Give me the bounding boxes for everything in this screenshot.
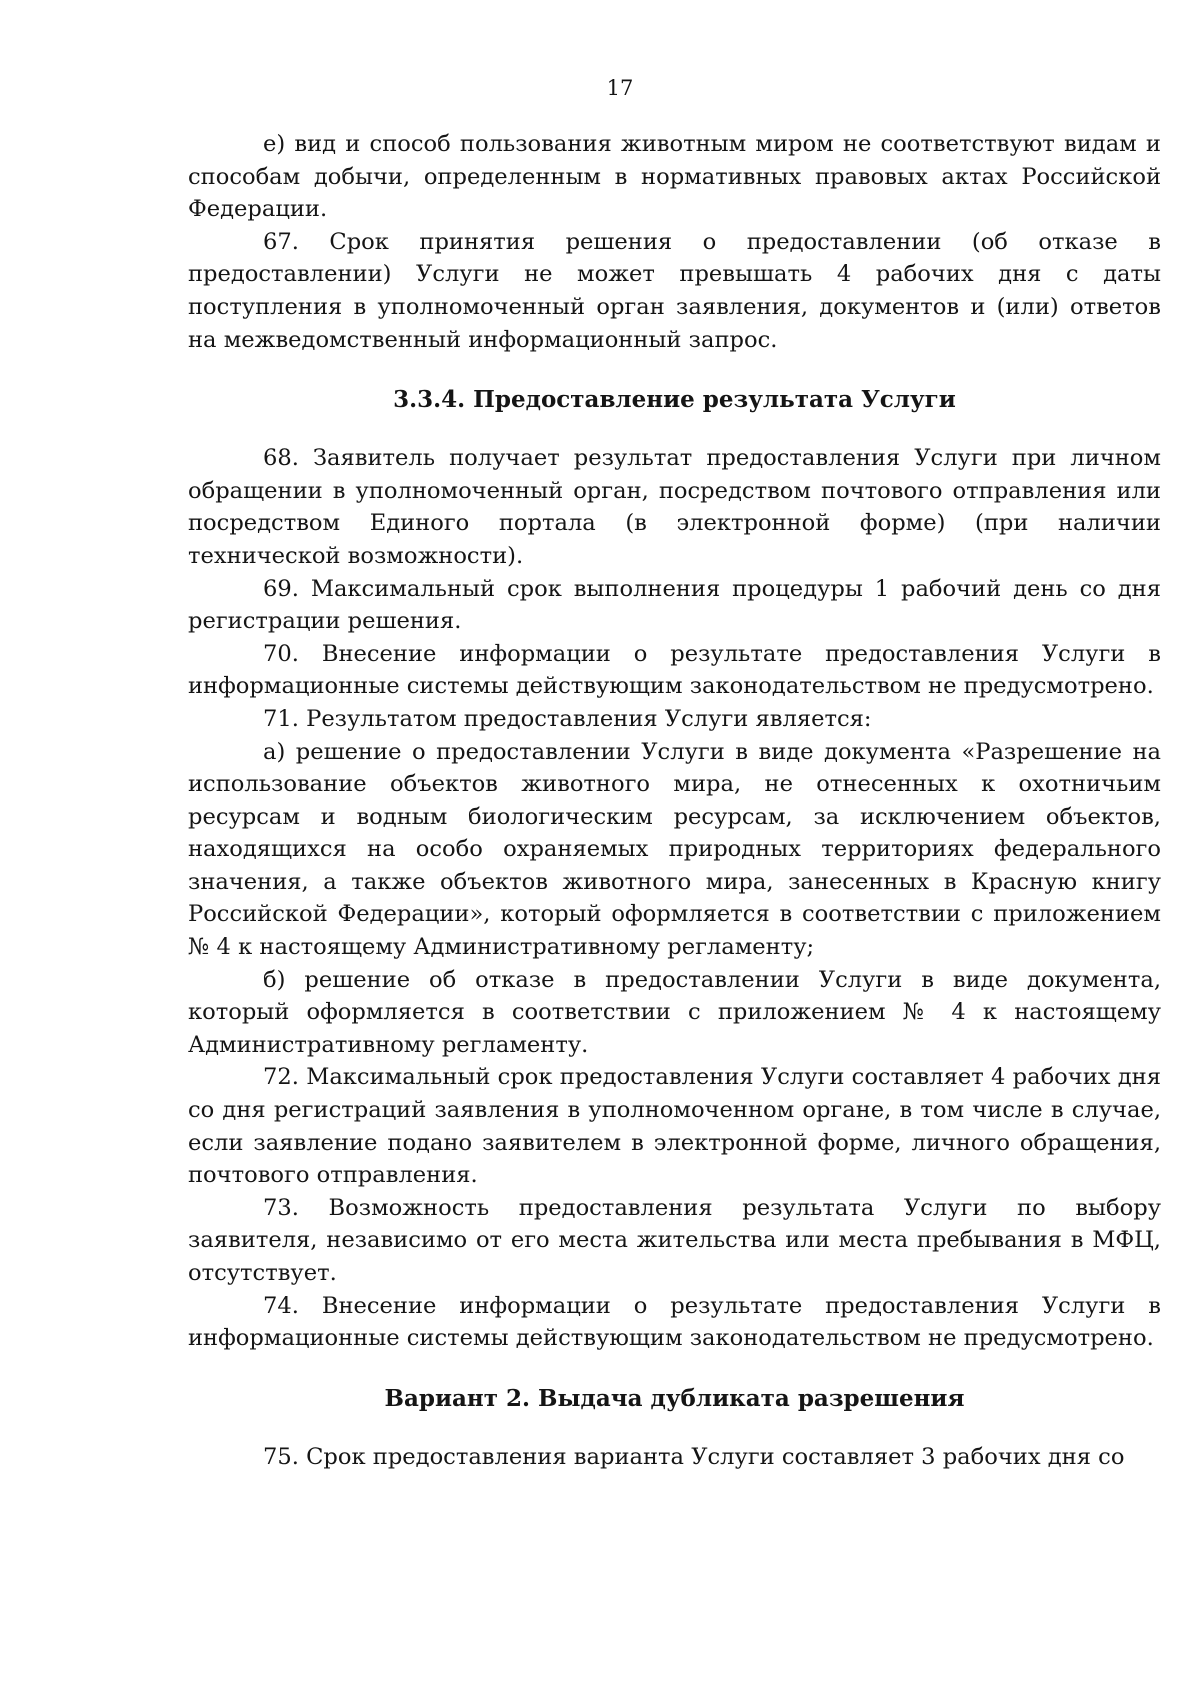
paragraph-74: 74. Внесение информации о результате предоставления Услуги в информационные системы действующим законодательством не предусмотрено. xyxy=(188,1292,1161,1352)
section-heading-variant-2: Вариант 2. Выдача дубликата разрешения xyxy=(384,1384,965,1412)
paragraph-69: 69. Максимальный срок выполнения процедуры 1 рабочий день со дня регистрации решения. xyxy=(188,575,1161,635)
section-heading-3-3-4: 3.3.4. Предоставление результата Услуги xyxy=(393,386,956,414)
paragraph-70: 70. Внесение информации о результате предоставления Услуги в информационные системы действующим законодательством не предусмотрено. xyxy=(188,640,1161,700)
page-number: 17 xyxy=(606,76,634,100)
paragraph-71-a: а) решение о предоставлении Услуги в виде документа «Разрешение на использование объектов животного мира, не отнесенных к охотничьим ресурсам и водным биологическим ресурсам, за исключением объектов, находящихся на особо охраняемых природных территориях федерального значения, а также объектов животного мира, занесенных в Красную книгу Российской Федерации», который оформляется в соответствии с приложением № 4 к настоящему Административному регламенту; xyxy=(188,738,1161,961)
paragraph-67: 67. Срок принятия решения о предоставлении (об отказе в предоставлении) Услуги не может превышать 4 рабочих дня с даты поступления в уполномоченный орган заявления, документов и (или) ответов на межведомственный информационный запрос. xyxy=(188,228,1161,353)
paragraph-68: 68. Заявитель получает результат предоставления Услуги при личном обращении в уполномоченный орган, посредством почтового отправления или посредством Единого портала (в электронной форме) (при наличии технической возможности). xyxy=(188,445,1161,569)
paragraph-72: 72. Максимальный срок предоставления Услуги составляет 4 рабочих дня со дня регистраций заявления в уполномоченном органе, в том числе в случае, если заявление подано заявителем в электронной форме, личного обращения, почтового отправления. xyxy=(188,1064,1161,1189)
paragraph-71-b: б) решение об отказе в предоставлении Услуги в виде документа, который оформляется в соответствии с приложением № 4 к настоящему Административному регламенту. xyxy=(188,966,1161,1058)
paragraph-73: 73. Возможность предоставления результата Услуги по выбору заявителя, независимо от его места жительства или места пребывания в МФЦ, отсутствует. xyxy=(188,1194,1161,1286)
paragraph-71: 71. Результатом предоставления Услуги является: xyxy=(263,705,872,732)
paragraph-75: 75. Срок предоставления варианта Услуги составляет 3 рабочих дня со xyxy=(263,1443,1125,1470)
paragraph-item-e: е) вид и способ пользования животным миром не соответствуют видам и способам добычи, определенным в нормативных правовых актах Российской Федерации. xyxy=(188,131,1161,223)
document-body xyxy=(188,128,1161,1473)
